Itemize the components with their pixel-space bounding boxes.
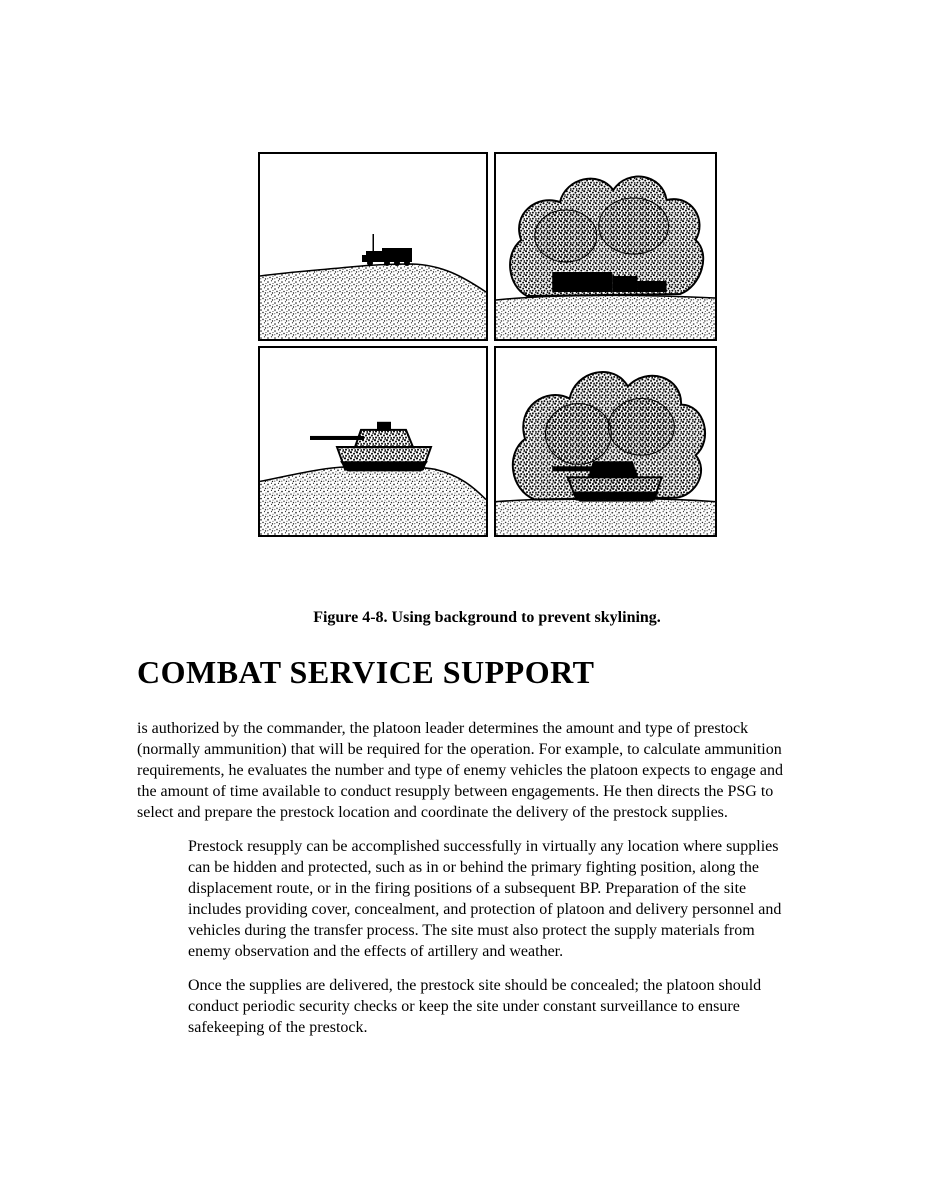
- figure-caption: Figure 4-8. Using background to prevent skylining.: [313, 609, 661, 626]
- tank-tree-background-drawing: [496, 348, 715, 535]
- truck-tree-background-drawing: [496, 154, 715, 339]
- panel-truck-skylined-drawing: [258, 152, 488, 341]
- paragraph-prestock-resupply: Prestock resupply can be accomplished successfully in virtually any location where supplies can be hidden and protected, such as in or behind the primary fighting position, along the displacement route, or in the firing positions of a subsequent BP. Preparation of the site includes providing cover, concealment, and protection of platoon and delivery personnel and vehicles during the transfer process. The site must also protect the supply materials from enemy observation and the effects of artillery and weather.: [188, 838, 782, 960]
- truck-skylined-drawing: [260, 154, 486, 339]
- panel-tank-skylined-drawing: [258, 346, 488, 537]
- figure-4-8: [258, 152, 717, 537]
- paragraph-prestock-security: Once the supplies are delivered, the prestock site should be concealed; the platoon should conduct periodic security checks or keep the site under constant surveillance to ensure safekeeping of the prestock.: [188, 977, 762, 1036]
- panel-truck-tree-background-drawing: [494, 152, 717, 341]
- tank-skylined-drawing: [260, 348, 486, 535]
- body-text: [137, 718, 797, 1051]
- paragraph-prestock-intro: is authorized by the commander, the platoon leader determines the amount and type of prestock (normally ammunition) that will be required for the operation. For example, to calculate ammunition requirements, he evaluates the number and type of enemy vehicles the platoon expects to engage and the amount of time available to conduct resupply between engagements. He then directs the PSG to select and prepare the prestock location and coordinate the delivery of the prestock supplies.: [137, 720, 783, 821]
- panel-tank-tree-background-drawing: [494, 346, 717, 537]
- section-heading: COMBAT SERVICE SUPPORT: [137, 654, 595, 690]
